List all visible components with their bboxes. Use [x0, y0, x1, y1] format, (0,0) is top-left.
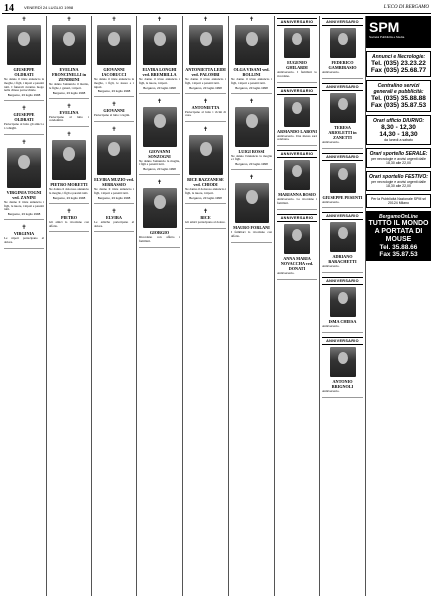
obituary-notice [322, 277, 363, 333]
notice-text: Ne danno l'annuncio la moglie e i figli. [231, 153, 272, 162]
obituary-notice [4, 139, 44, 220]
obituary-notice [94, 101, 134, 122]
obituary-notice [185, 208, 226, 229]
portrait-photo [143, 25, 177, 65]
notice-text: Anniversario. La ricordano i familiari. [277, 197, 317, 205]
deceased-name: GIOVANNI [103, 108, 125, 114]
cross-icon: ✝ [66, 207, 72, 215]
portrait-face [108, 142, 120, 156]
cross-icon: ✝ [111, 126, 117, 134]
obituary-column [2, 16, 47, 596]
portrait-photo [330, 93, 356, 123]
notice-text: Ne danno l'annuncio il marito, le figlie, i generi, i nipoti. [49, 82, 89, 90]
notice-text: Partecipano al lutto i condomini. [49, 114, 89, 123]
obituary-notice [277, 87, 317, 147]
cross-icon: ✝ [156, 179, 163, 187]
header-date: VENERDÌ 24 LUGLIO 1998 [24, 5, 74, 10]
contacts-title: Annunci e Necrologie: [371, 54, 426, 60]
contacts-fax: Fax (035) 25.68.77 [370, 67, 427, 74]
portrait-face [338, 33, 348, 45]
portrait-photo [189, 25, 223, 65]
portrait-photo [284, 28, 310, 58]
portrait-face [338, 292, 348, 304]
deceased-name: GIUSEPPE OLDRATI [13, 112, 35, 123]
deceased-name: PIETRO MORETTI [50, 182, 88, 188]
switchboard-phone: Tel. (035) 35.88.88 [371, 95, 426, 102]
deceased-name: GIOVANNI IACOBUCCI [101, 67, 127, 77]
notice-date: Bergamo, 23 luglio 1998 [7, 212, 41, 217]
obituary-column [137, 16, 183, 596]
deceased-name: ANTONIETTA LEIDI ved. PALOMBI [185, 67, 226, 77]
holiday-text: per necrologie e avvisi urgenti dalle 18,30 alle 22,00 [371, 180, 426, 188]
milano-block [366, 194, 431, 208]
hours-morning: 8,30 - 12,30 [381, 124, 416, 131]
portrait-photo [235, 107, 269, 147]
obituary-notice [185, 126, 226, 204]
notice-date: Bergamo, 23 luglio 1998 [235, 162, 268, 167]
obituary-notice [4, 105, 44, 135]
obituary-notice [277, 150, 317, 210]
advertising-column [366, 16, 431, 596]
portrait-photo [235, 183, 269, 223]
notice-text: Anniversario. I familiari lo ricordano. [277, 70, 317, 78]
cross-icon: ✝ [111, 101, 117, 109]
notice-text: Anniversario. Una messa sarà celebrata. [277, 133, 317, 142]
notice-date: Bergamo, 23 luglio 1998 [189, 195, 222, 200]
cross-icon: ✝ [21, 16, 27, 23]
cross-icon: ✝ [21, 105, 27, 113]
deceased-name: ANTONIETTA [191, 104, 220, 110]
notice-date: Bergamo, 23 luglio 1998 [97, 195, 131, 200]
portrait-face [246, 114, 258, 128]
notice-date: Bergamo, 23 luglio 1998 [143, 85, 176, 90]
obituary-notice [4, 224, 44, 249]
deceased-name: BICE BAZZANESE ved. CHIODI [187, 177, 224, 188]
anniversary-label: ANNIVERSARIO [322, 83, 363, 91]
portrait-photo [284, 160, 310, 190]
portrait-face [338, 98, 348, 110]
anniversary-label: ANNIVERSARIO [322, 153, 363, 161]
anniversary-label: ANNIVERSARIO [322, 337, 363, 345]
obituary-notice [139, 179, 180, 248]
portrait-photo [143, 188, 177, 228]
obituary-notice [322, 337, 363, 398]
portrait-face [154, 114, 166, 128]
portrait-face [200, 142, 212, 156]
obituary-notice [231, 98, 272, 171]
portrait-photo [52, 25, 86, 65]
deceased-name: PIETRO [60, 214, 78, 220]
notice-text: Anniversario. [322, 70, 340, 74]
portrait-photo [189, 135, 223, 175]
notice-text: Gli amici lo ricordano con affetto. [49, 219, 89, 228]
obituary-column [183, 16, 229, 596]
cross-icon: ✝ [202, 16, 209, 23]
cross-icon: ✝ [66, 16, 72, 23]
milano-text: Per la Pubblicità Nazionale SPM srl 20124 Milano [370, 197, 427, 205]
obituary-notice [322, 83, 363, 149]
holiday-block [366, 171, 431, 191]
portrait-photo [97, 25, 131, 65]
deceased-name: GIUSEPPE PESENTI [322, 194, 363, 200]
portrait-face [63, 32, 75, 46]
notice-text: Le nipoti partecipano al dolore. [4, 236, 44, 244]
anniversary-label: ANNIVERSARIO [277, 150, 317, 158]
evening-block [366, 148, 431, 168]
obituary-notice [277, 18, 317, 83]
cross-icon: ✝ [66, 131, 72, 139]
portrait-face [154, 195, 166, 209]
deceased-name: GIOVANNI SONZOGNI [148, 148, 171, 159]
deceased-name: FEDERICO GAMBIRASIO [328, 60, 357, 70]
obituary-column [47, 16, 92, 596]
portrait-face [292, 102, 302, 114]
cross-icon: ✝ [66, 102, 72, 110]
portrait-face [292, 165, 302, 177]
deceased-name: OLGA VISANI ved. BOLLINI [233, 67, 270, 77]
obituary-notice [49, 131, 89, 204]
cross-icon: ✝ [111, 207, 117, 215]
obituary-notice [49, 103, 89, 128]
portrait-face [292, 229, 302, 241]
cross-icon: ✝ [202, 97, 209, 105]
notice-text: Anniversario. [322, 199, 340, 204]
obituary-column [275, 16, 320, 596]
notice-text: Partecipano al lutto gli amici e i colleghi. [4, 122, 44, 130]
obituary-notice [185, 16, 226, 94]
notice-text: Ne danno il triste annuncio la moglie, i figli, i nipoti e parenti tutti. I funerali avranno luogo nella chiesa parrocchiale. [4, 77, 45, 93]
anniversary-label: ANNIVERSARIO [277, 18, 317, 26]
notice-date: Bergamo, 23 luglio 1998 [52, 195, 86, 200]
contacts-phone: Tel. (035) 23.23.22 [371, 60, 426, 67]
spm-banner [366, 16, 431, 48]
notice-date: Bergamo, 23 luglio 1998 [235, 85, 268, 90]
cross-icon: ✝ [111, 16, 117, 23]
deceased-name: EUGENIO GHILARDI [286, 60, 308, 70]
portrait-photo [7, 25, 41, 65]
portrait-photo [235, 25, 269, 65]
deceased-name: ELVIRA MUZIO ved. SERRASSIO [94, 177, 134, 188]
portrait-face [154, 32, 166, 46]
portrait-photo [284, 97, 310, 127]
obituary-notice [231, 16, 272, 94]
portrait-photo [284, 224, 310, 254]
obituary-notice [277, 214, 317, 280]
spm-subtitle: Società Pubblicità e Media [369, 35, 405, 39]
portrait-face [18, 32, 30, 46]
deceased-name: MAURO FORLANI [233, 225, 270, 231]
notice-text: Ne danno il triste annuncio i figli, i nipoti e parenti tutti. [185, 77, 226, 85]
deceased-name: GIUSEPPE OLDRATI [13, 67, 35, 77]
obituary-notice [139, 16, 180, 94]
anniversary-label: ANNIVERSARIO [322, 18, 363, 26]
obituary-notice [94, 208, 134, 233]
notice-text: Anniversario. [277, 270, 295, 275]
hours-afternoon: 14,30 - 18,30 [379, 131, 418, 138]
deceased-name: GIORGIO [149, 230, 170, 236]
notice-text: Partecipano al lutto i cugini. [94, 113, 131, 118]
deceased-name: ELVIRA LONGHI ved. BREMBILLA [142, 67, 177, 77]
cross-icon: ✝ [248, 16, 255, 23]
obituary-column [320, 16, 366, 596]
deceased-name: MARIANNA BOSIO [278, 192, 316, 198]
obituary-notice [322, 153, 363, 209]
portrait-face [63, 147, 75, 161]
notice-text: Ne danno il doloroso annuncio la moglie, i figli e parenti tutti. [49, 187, 89, 195]
deceased-name: ANTONIO BRIGNOLI [331, 378, 354, 389]
notice-date: Bergamo, 23 luglio 1998 [97, 89, 131, 94]
notice-text: Ne danno il triste annuncio i figli, le nuore, i nipoti e parenti tutti. [4, 199, 44, 212]
online-logo: BergamoOnLine [379, 214, 418, 220]
spm-logo: SPM [369, 19, 400, 35]
cross-icon: ✝ [156, 97, 163, 105]
portrait-face [200, 32, 212, 46]
deceased-name: VIRGINIA [13, 231, 35, 237]
obituary-notice [49, 16, 89, 99]
deceased-name: VIRGINIA TOGNI ved. ZANINI [6, 189, 42, 200]
notice-text: Ne danno l'annuncio la moglie, i figli e parenti tutti. [139, 158, 180, 167]
notice-text: Ne danno il triste annuncio i figli, i nipoti e parenti tutti. [231, 77, 272, 85]
evening-text: per necrologie e avvisi urgenti dalle 18,30 alle 22,00 [371, 157, 426, 165]
cross-icon: ✝ [156, 16, 163, 23]
notice-text: I familiari lo ricordano con affetto. [231, 230, 272, 238]
obituary-notice [49, 208, 89, 233]
obituary-notice [322, 18, 363, 79]
hours-block [366, 115, 431, 145]
portrait-photo [143, 107, 177, 147]
portrait-face [338, 352, 348, 364]
portrait-face [246, 190, 258, 204]
hours-days: da lunedì a sabato [384, 138, 413, 142]
portrait-face [338, 168, 348, 180]
notice-date: Bergamo, 23 luglio 1998 [143, 167, 176, 172]
obituary-notice [4, 16, 44, 101]
portrait-photo [330, 28, 356, 58]
portrait-photo [97, 135, 131, 175]
anniversary-label: ANNIVERSARIO [322, 212, 363, 220]
notice-text: Anniversario. [322, 324, 340, 329]
cross-icon: ✝ [248, 174, 255, 182]
obituary-notice [94, 16, 134, 97]
notice-text: Ne danno il triste annuncio i figli, le nuore, i nipoti. [139, 77, 180, 85]
portrait-face [108, 32, 120, 46]
notice-text: Anniversario. [322, 388, 340, 393]
portrait-photo [330, 287, 356, 317]
anniversary-label: ANNIVERSARIO [277, 87, 317, 95]
portrait-photo [52, 140, 86, 180]
notice-text: Ne danno il triste annuncio la moglie, i figli, le nuore e i nipoti. [94, 77, 134, 89]
deceased-name: ARMANDO LABONI [277, 128, 317, 134]
switchboard-fax: Fax (035) 35.87.53 [370, 102, 427, 109]
portrait-photo [330, 163, 356, 193]
notice-text: Ne danno il doloroso annuncio i figli, le nuore, i nipoti. [185, 187, 226, 195]
obituary-notice [94, 126, 134, 204]
cross-icon: ✝ [21, 224, 27, 232]
switchboard-block [366, 80, 431, 112]
portrait-face [246, 32, 258, 46]
notice-date: Bergamo, 23 luglio 1998 [52, 90, 86, 95]
obituary-notice [185, 98, 226, 123]
online-fax: Fax 35.87.53 [379, 251, 418, 258]
cross-icon: ✝ [202, 207, 209, 215]
notice-text: Gli amici partecipano al dolore. [185, 219, 226, 224]
portrait-photo [7, 148, 41, 188]
obituary-column [229, 16, 275, 596]
portrait-photo [330, 222, 356, 252]
notice-date: Bergamo, 23 luglio 1998 [7, 93, 41, 98]
hours-title: Orari ufficio DIURNO: [372, 118, 425, 124]
portrait-face [18, 155, 30, 169]
deceased-name: ISMA CHIESA [328, 319, 357, 325]
obituary-notice [322, 212, 363, 273]
notice-text: Anniversario. [322, 264, 340, 269]
online-phone: Tel. 35.88.66 [379, 244, 418, 251]
deceased-name: ANNA MARIA NOVACCHA ved. DONATI [280, 255, 314, 271]
portrait-face [292, 33, 302, 45]
obituary-notice [231, 174, 272, 243]
cross-icon: ✝ [202, 126, 209, 134]
deceased-name: TERESA ARIOLETTI in ZANETTI [328, 124, 357, 140]
deceased-name: BICE [200, 214, 211, 220]
notice-text: Le amiche partecipano al dolore. [94, 219, 134, 228]
portrait-photo [330, 347, 356, 377]
page-header [2, 3, 431, 14]
deceased-name: EVELINA [59, 109, 79, 115]
holiday-title: Orari sportello FESTIVO: [369, 174, 428, 180]
anniversary-label: ANNIVERSARIO [277, 214, 317, 222]
online-slogan: TUTTO IL MONDO A PORTATA DI MOUSE [368, 220, 429, 243]
portrait-face [338, 227, 348, 239]
newspaper-name: L'ECO DI BERGAMO [383, 5, 429, 10]
deceased-name: LUIGI ROSSI [238, 148, 265, 154]
obituary-notice [139, 98, 180, 176]
contacts-block [366, 51, 431, 77]
deceased-name: EVELINA FRONCINELLI in ZENDRINI [51, 67, 87, 82]
cross-icon: ✝ [248, 97, 255, 105]
notice-text: Partecipano al lutto i vicini di casa. [185, 109, 226, 118]
online-ad [366, 211, 431, 261]
page-number: 14 [4, 3, 14, 14]
notice-text: Anniversario. [322, 139, 340, 144]
deceased-name: ADRIANO BARACHETTI [328, 254, 357, 265]
switchboard-title: Centralino servizi generali e pubblicità: [373, 83, 424, 95]
deceased-name: ELVIRA [106, 214, 122, 220]
cross-icon: ✝ [21, 138, 27, 146]
evening-title: Orari sportello SERALE: [369, 151, 428, 157]
anniversary-label: ANNIVERSARIO [322, 277, 363, 285]
notice-text: Ricordano con affetto i familiari. [139, 235, 180, 243]
notice-date: Bergamo, 23 luglio 1998 [189, 85, 222, 90]
obituary-column [92, 16, 137, 596]
notice-text: Ne danno il triste annuncio i figli, i nipoti e parenti tutti. [94, 187, 134, 195]
